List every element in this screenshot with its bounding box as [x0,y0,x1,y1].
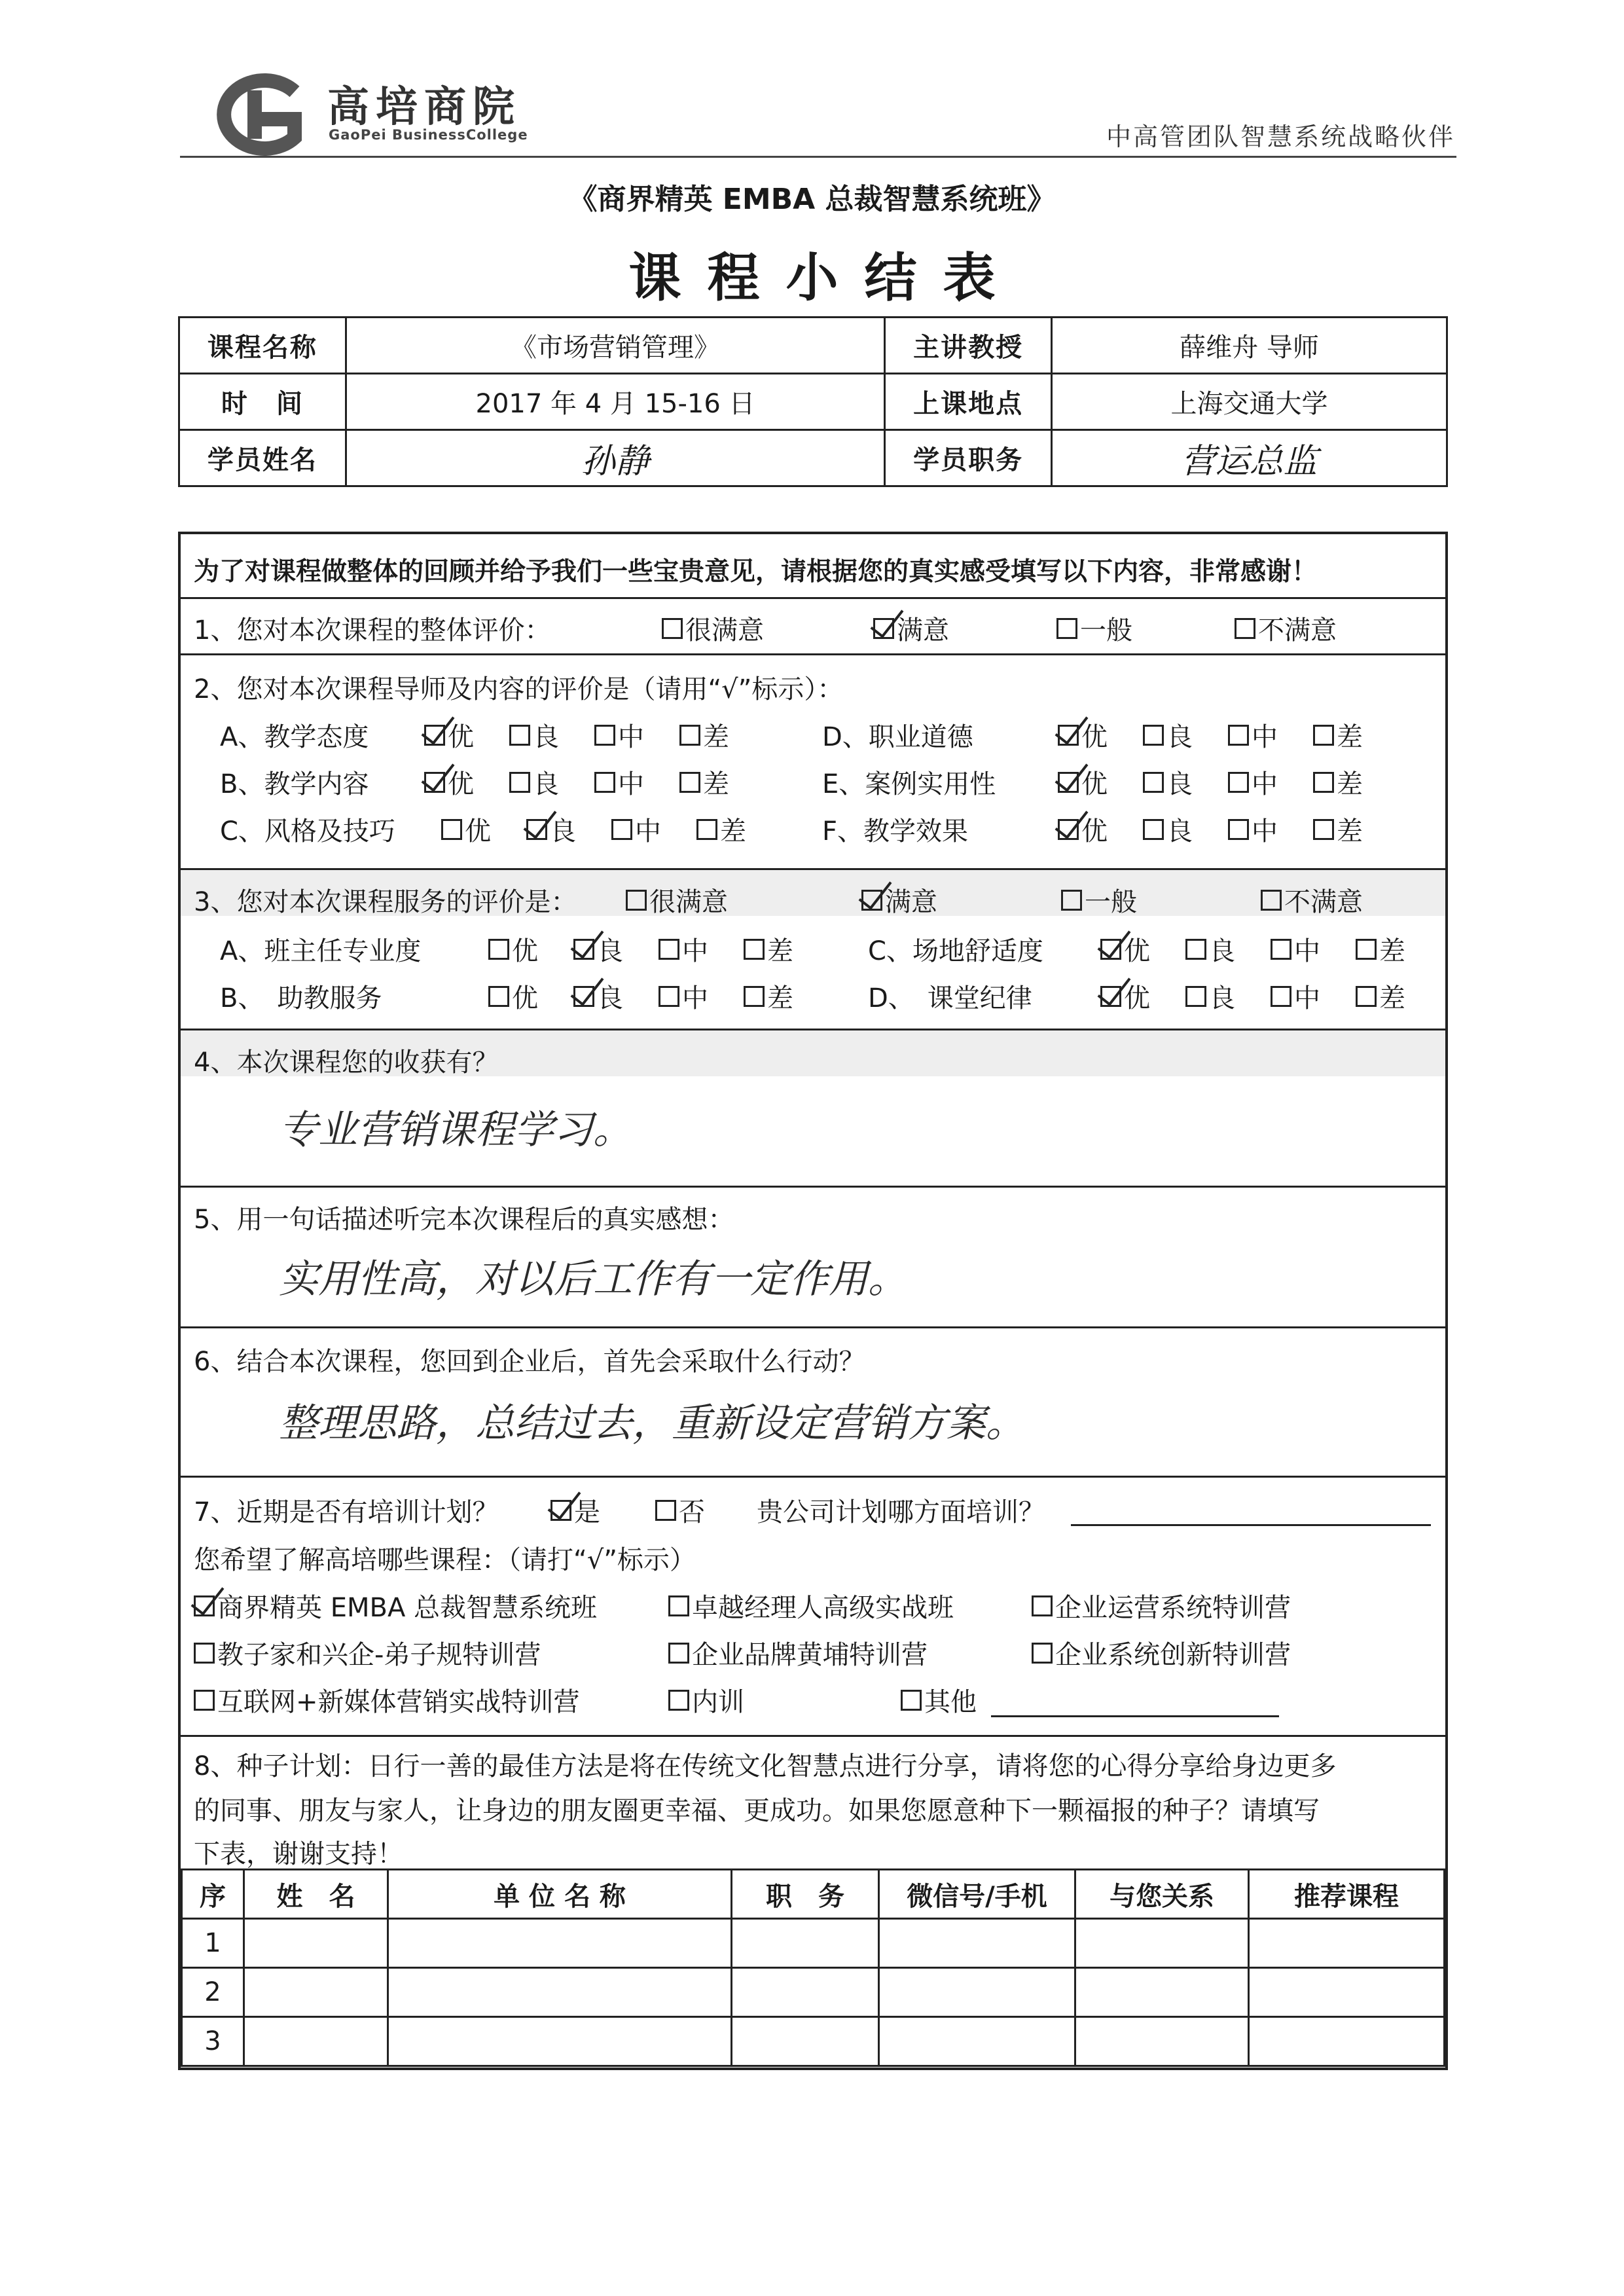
form-title: 课程小结表 [628,247,1022,308]
seed-col-name: 姓 名 [244,1870,388,1919]
checkbox-checked-icon[interactable] [1058,819,1079,840]
lecturer-value: 薛维舟 导师 [1051,318,1447,374]
seed-col-contact: 微信号/手机 [879,1870,1075,1919]
survey-q3-grade-option[interactable]: 良 [1185,930,1235,968]
survey-q2-item-label: A、教学态度 [220,722,369,752]
q6-answer[interactable]: 整理思路，总结过去，重新设定营销方案。 [279,1400,1025,1446]
checkbox-icon[interactable] [488,939,509,960]
table-cell[interactable] [1249,2017,1445,2066]
survey-q3-grade-option[interactable]: 中 [1271,930,1320,968]
survey-q3-grade-option[interactable]: 差 [744,930,793,968]
brand-name-cn: 高培商院 [327,83,521,132]
q5-answer[interactable]: 实用性高，对以后工作有一定作用。 [279,1256,907,1302]
brand-name-en: GaoPei BusinessCollege [329,127,528,143]
survey-q3-item-label: C、场地舒适度 [868,936,1043,966]
survey-q2-grade-option[interactable]: 良 [1143,716,1193,754]
other-course-field[interactable] [991,1715,1279,1717]
checkbox-icon[interactable] [194,1690,215,1711]
survey-q2-item-label: C、风格及技巧 [220,816,395,847]
checkbox-icon[interactable] [662,618,683,639]
checkbox-checked-icon[interactable] [873,618,894,639]
checkbox-icon[interactable] [668,1595,689,1616]
course-info-table [178,316,1448,487]
checkbox-icon[interactable] [1228,772,1249,793]
survey-q2-item-label: F、教学效果 [822,816,969,847]
table-cell[interactable] [1075,1968,1249,2017]
table-cell[interactable] [879,1919,1075,1968]
divider [181,1735,1445,1737]
checkbox-checked-icon[interactable] [573,986,594,1007]
course-name-label: 课程名称 [179,318,346,374]
table-cell[interactable] [1075,2017,1249,2066]
survey-q2-grade-option[interactable]: 良 [1143,811,1193,848]
q1-option-unsatisfied[interactable]: 不满意 [1235,610,1337,647]
seed-col-index: 序 [182,1870,244,1919]
q1-option-very-satisfied[interactable]: 很满意 [662,610,764,647]
checkbox-icon[interactable] [679,772,700,793]
checkbox-icon[interactable] [1185,939,1206,960]
survey-q3-grade-option[interactable]: 差 [744,977,793,1015]
checkbox-icon[interactable] [488,986,509,1007]
lecturer-label: 主讲教授 [885,318,1052,374]
q3-option-unsatisfied[interactable]: 不满意 [1261,881,1363,919]
survey-q2-grade-option[interactable]: 中 [611,811,661,848]
checkbox-icon[interactable] [679,725,700,746]
q1-option-average[interactable]: 一般 [1056,610,1132,647]
checkbox-icon[interactable] [668,1690,689,1711]
q5-question: 5、用一句话描述听完本次课程后的真实感想： [194,1205,734,1235]
q4-question: 4、本次课程您的收获有？ [194,1048,499,1078]
checkbox-icon[interactable] [1356,986,1377,1007]
survey-q3-grade-option[interactable]: 优 [488,930,538,968]
checkbox-icon[interactable] [655,1500,676,1521]
q6-question: 6、结合本次课程，您回到企业后，首先会采取什么行动？ [194,1347,865,1377]
seed-plan-table [181,1868,1445,2067]
survey-q2-grade-option[interactable]: 差 [1313,716,1363,754]
place-label: 上课地点 [885,374,1052,430]
student-position-label: 学员职务 [885,430,1052,486]
checkbox-icon[interactable] [1032,1595,1053,1616]
checkbox-icon[interactable] [1143,819,1164,840]
survey-q2-item-label: E、案例实用性 [822,769,996,799]
survey-q3-grade-option[interactable]: 优 [1100,930,1150,968]
table-row [182,1919,1445,1968]
q7-option-yes[interactable]: 是 [550,1491,600,1529]
series-title: 《商界精英 EMBA 总裁智慧系统班》 [568,183,1056,216]
checkbox-icon[interactable] [1032,1643,1053,1664]
time-value: 2017 年 4 月 15-16 日 [346,374,885,430]
table-cell[interactable] [732,2017,879,2066]
survey-q3-grade-option[interactable]: 中 [659,977,708,1015]
checkbox-icon[interactable] [509,772,530,793]
table-row [182,1968,1445,2017]
course-option-family[interactable]: 教子家和兴企-弟子规特训营 [194,1634,541,1671]
checkbox-icon[interactable] [1228,819,1249,840]
divider [181,1186,1445,1188]
course-option-inhouse[interactable]: 内训 [668,1681,744,1719]
survey-q2-grade-option[interactable]: 优 [441,811,491,848]
q8-line-2: 的同事、朋友与家人，让身边的朋友圈更幸福、更成功。如果您愿意种下一颗福报的种子？请填写 [194,1796,1320,1826]
survey-q2-grade-option[interactable]: 差 [679,716,729,754]
checkbox-icon[interactable] [1061,890,1082,911]
place-value: 上海交通大学 [1051,374,1447,430]
divider [181,1476,1445,1478]
checkbox-icon[interactable] [1313,772,1334,793]
course-option-internet[interactable]: 互联网+新媒体营销实战特训营 [194,1681,580,1719]
survey-q3-item-label: A、班主任专业度 [220,936,422,966]
q8-line-1: 8、种子计划：日行一善的最佳方法是将在传统文化智慧点进行分享，请将您的心得分享给身边更多 [194,1751,1337,1781]
seed-col-position: 职 务 [732,1870,879,1919]
checkbox-checked-icon[interactable] [1100,939,1121,960]
q3-option-very-satisfied[interactable]: 很满意 [626,881,728,919]
checkbox-icon[interactable] [1235,618,1255,639]
course-option-other[interactable]: 其他 [901,1681,977,1719]
table-cell[interactable] [388,2017,732,2066]
table-cell[interactable] [1075,1919,1249,1968]
survey-q2-grade-option[interactable]: 优 [1058,716,1108,754]
checkbox-checked-icon[interactable] [424,725,445,746]
q1-question: 1、您对本次课程的整体评价： [194,615,551,646]
survey-q2-grade-option[interactable]: 差 [696,811,746,848]
survey-q3-grade-option[interactable]: 中 [1271,977,1320,1015]
q7-question: 7、近期是否有培训计划？ [194,1497,499,1527]
q4-answer[interactable]: 专业营销课程学习。 [279,1107,632,1153]
survey-q2-grade-option[interactable]: 优 [1058,811,1108,848]
checkbox-icon[interactable] [901,1690,922,1711]
survey-q2-grade-option[interactable]: 中 [594,716,644,754]
checkbox-icon[interactable] [696,819,717,840]
checkbox-icon[interactable] [1185,986,1206,1007]
table-cell[interactable] [388,1968,732,2017]
checkbox-icon[interactable] [1313,725,1334,746]
survey-q2-item-label: D、职业道德 [822,722,973,752]
seed-col-course: 推荐课程 [1249,1870,1445,1919]
survey-q2-grade-option[interactable]: 良 [526,811,576,848]
survey-q2-grade-option[interactable]: 良 [509,716,559,754]
survey-intro: 为了对课程做整体的回顾并给予我们一些宝贵意见，请根据您的真实感受填写以下内容，非常感谢！ [194,557,1318,587]
checkbox-icon[interactable] [1056,618,1077,639]
checkbox-icon[interactable] [1271,986,1291,1007]
q3-option-satisfied[interactable]: 满意 [861,881,937,919]
table-cell[interactable] [1249,1919,1445,1968]
survey-q3-grade-option[interactable]: 良 [573,977,623,1015]
course-option-operation[interactable]: 企业运营系统特训营 [1032,1587,1291,1624]
time-label: 时 间 [179,374,346,430]
survey-q3-grade-option[interactable]: 优 [1100,977,1150,1015]
checkbox-checked-icon[interactable] [1058,725,1079,746]
survey-section [178,532,1448,2070]
checkbox-checked-icon[interactable] [861,890,882,911]
checkbox-icon[interactable] [594,772,615,793]
checkbox-icon[interactable] [509,725,530,746]
course-name-value: 《市场营销管理》 [346,318,885,374]
survey-q3-item-label: D、 课堂纪律 [868,983,1032,1013]
survey-q2-grade-option[interactable]: 优 [1058,763,1108,801]
seed-col-relation: 与您关系 [1075,1870,1249,1919]
survey-q3-item-label: B、 助教服务 [220,983,382,1013]
checkbox-icon[interactable] [744,986,765,1007]
table-cell[interactable] [244,1968,388,2017]
survey-q2-grade-option[interactable]: 优 [424,763,474,801]
survey-q2-grade-option[interactable]: 中 [1228,716,1278,754]
course-option-emba[interactable]: 商界精英 EMBA 总裁智慧系统班 [194,1587,597,1624]
checkbox-icon[interactable] [441,819,462,840]
table-cell[interactable] [732,1968,879,2017]
divider [181,597,1445,599]
survey-q3-grade-option[interactable]: 良 [1185,977,1235,1015]
seed-col-company: 单 位 名 称 [388,1870,732,1919]
checkbox-icon[interactable] [1143,772,1164,793]
table-row [182,2017,1445,2066]
q7-which-training-field[interactable] [1071,1524,1431,1526]
checkbox-checked-icon[interactable] [194,1595,215,1616]
survey-q2-grade-option[interactable]: 差 [1313,763,1363,801]
q7-which-training-label: 贵公司计划哪方面培训？ [757,1497,1045,1527]
checkbox-icon[interactable] [659,986,679,1007]
checkbox-checked-icon[interactable] [424,772,445,793]
checkbox-icon[interactable] [611,819,632,840]
table-cell[interactable] [244,1919,388,1968]
divider [181,1326,1445,1328]
survey-q3-grade-option[interactable]: 差 [1356,930,1405,968]
checkbox-icon[interactable] [194,1643,215,1664]
table-cell[interactable] [244,2017,388,2066]
checkbox-icon[interactable] [626,890,647,911]
survey-q3-grade-option[interactable]: 中 [659,930,708,968]
survey-q2-grade-option[interactable]: 优 [424,716,474,754]
survey-q2-grade-option[interactable]: 良 [509,763,559,801]
student-name-field[interactable]: 孙静 [346,430,885,486]
checkbox-icon[interactable] [659,939,679,960]
checkbox-icon[interactable] [1313,819,1334,840]
checkbox-checked-icon[interactable] [550,1500,571,1521]
header-divider [180,156,1456,158]
course-option-manager[interactable]: 卓越经理人高级实战班 [668,1587,954,1624]
checkbox-icon[interactable] [744,939,765,960]
survey-q3-grade-option[interactable]: 差 [1356,977,1405,1015]
q2-question: 2、您对本次课程导师及内容的评价是（请用“√”标示）： [194,674,844,704]
checkbox-icon[interactable] [1271,939,1291,960]
q7-interest-prompt: 您希望了解高培哪些课程：（请打“√”标示） [194,1545,696,1575]
survey-q2-grade-option[interactable]: 差 [679,763,729,801]
survey-q2-grade-option[interactable]: 中 [1228,763,1278,801]
student-position-field[interactable]: 营运总监 [1051,430,1447,486]
checkbox-icon[interactable] [1228,725,1249,746]
student-name-label: 学员姓名 [179,430,346,486]
table-cell[interactable] [1249,1968,1445,2017]
survey-q3-grade-option[interactable]: 优 [488,977,538,1015]
brand-tagline: 中高管团队智慧系统战略伙伴 [1106,122,1455,151]
checkbox-icon[interactable] [668,1643,689,1664]
survey-q2-item-label: B、教学内容 [220,769,369,799]
checkbox-icon[interactable] [1356,939,1377,960]
survey-q3-grade-option[interactable]: 良 [573,930,623,968]
course-option-innovation[interactable]: 企业系统创新特训营 [1032,1634,1291,1671]
checkbox-checked-icon[interactable] [526,819,547,840]
row-index: 1 [182,1919,244,1968]
q3-option-average[interactable]: 一般 [1061,881,1137,919]
row-index: 2 [182,1968,244,2017]
table-cell[interactable] [732,1919,879,1968]
checkbox-icon[interactable] [1143,725,1164,746]
divider [181,653,1445,655]
table-cell[interactable] [879,2017,1075,2066]
q3-question: 3、您对本次课程服务的评价是： [194,887,577,917]
survey-q2-grade-option[interactable]: 中 [1228,811,1278,848]
survey-q2-grade-option[interactable]: 良 [1143,763,1193,801]
row-index: 3 [182,2017,244,2066]
survey-q2-grade-option[interactable]: 差 [1313,811,1363,848]
course-option-brand[interactable]: 企业品牌黄埔特训营 [668,1634,928,1671]
gaopei-logo-icon [196,72,314,157]
checkbox-checked-icon[interactable] [573,939,594,960]
checkbox-icon[interactable] [1261,890,1282,911]
checkbox-checked-icon[interactable] [1058,772,1079,793]
table-cell[interactable] [879,1968,1075,2017]
survey-q2-grade-option[interactable]: 中 [594,763,644,801]
checkbox-checked-icon[interactable] [1100,986,1121,1007]
q7-option-no[interactable]: 否 [655,1491,705,1529]
checkbox-icon[interactable] [594,725,615,746]
table-cell[interactable] [388,1919,732,1968]
q1-option-satisfied[interactable]: 满意 [873,610,949,647]
q8-line-3: 下表，谢谢支持！ [194,1839,403,1869]
